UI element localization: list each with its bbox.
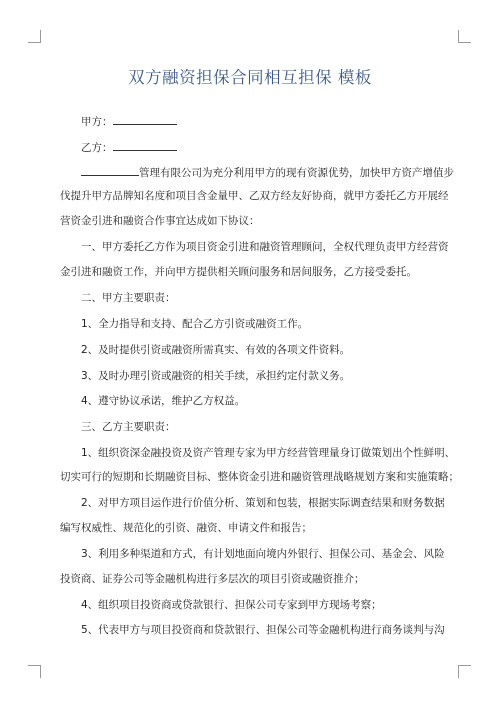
list-item: 5、代表甲方与项目投资商和贷款银行、担保公司等金融机构进行商务谈判与沟 (81, 624, 445, 636)
list-item: 3、利用多种渠道和方式，有计划地面向境内外银行、担保公司、基金会、风险 (81, 548, 445, 560)
paragraph-text: 管理有限公司为充分利用甲方的现有资源优势，加快甲方资产增值步 (139, 167, 454, 179)
section-heading: 三、乙方主要职责： (81, 421, 176, 433)
paragraph-line: 伐提升甲方品牌知名度和项目含金量甲、乙双方经友好协商，就甲方委托乙方开展经 (60, 190, 449, 202)
crop-mark-top-left (28, 30, 41, 43)
crop-mark-top-right (458, 30, 471, 43)
document-title: 双方融资担保合同相互担保 模板 (128, 68, 372, 87)
paragraph-line: 一、甲方委托乙方作为项目资金引进和融资管理顾问，全权代理负责甲方经营资 (81, 241, 449, 253)
paragraph-line: 营资金引进和融资合作事宜达成如下协议： (60, 215, 260, 227)
party-a-field (81, 114, 471, 129)
list-item-continuation: 投资商、证券公司等金融机构进行多层次的项目引资或融资推介； (60, 573, 365, 585)
paragraph-line (60, 165, 471, 180)
party-b-blank (113, 140, 177, 151)
paragraph-line: 金引进和融资工作，并向甲方提供相关顾问服务和居间服务，乙方接受委托。 (60, 266, 417, 278)
list-item: 4、遵守协议承诺，维护乙方权益。 (81, 395, 246, 407)
list-item: 1、全力指导和支持、配合乙方引资或融资工作。 (81, 318, 309, 330)
list-item-continuation: 编写权威性、规范化的引资、融资、申请文件和报告； (60, 522, 312, 534)
list-item: 3、及时办理引资或融资的相关手续，承担约定付款义务。 (81, 370, 351, 382)
list-item: 2、对甲方项目运作进行价值分析、策划和包装，根据实际调查结果和财务数据 (81, 497, 445, 509)
party-a-blank (113, 114, 177, 125)
party-b-label: 乙方： (81, 142, 113, 154)
party-b-field (81, 140, 471, 155)
list-item: 4、组织项目投资商或贷款银行、担保公司专家到甲方现场考察； (81, 599, 382, 611)
list-item-continuation: 切实可行的短期和长期融资目标、整体资金引进和融资管理战略规划方案和实施策略； (60, 471, 459, 483)
list-item: 2、及时提供引资或融资所需真实、有效的各项文件资料。 (81, 344, 351, 356)
section-heading: 二、甲方主要职责： (81, 292, 176, 304)
company-name-blank (81, 165, 139, 176)
party-a-label: 甲方： (81, 116, 113, 128)
crop-mark-bottom-left (28, 665, 41, 678)
list-item: 1、组织资深金融投资及资产管理专家为甲方经营管理量身订做策划出个性鲜明、 (81, 447, 456, 459)
crop-mark-bottom-right (458, 665, 471, 678)
